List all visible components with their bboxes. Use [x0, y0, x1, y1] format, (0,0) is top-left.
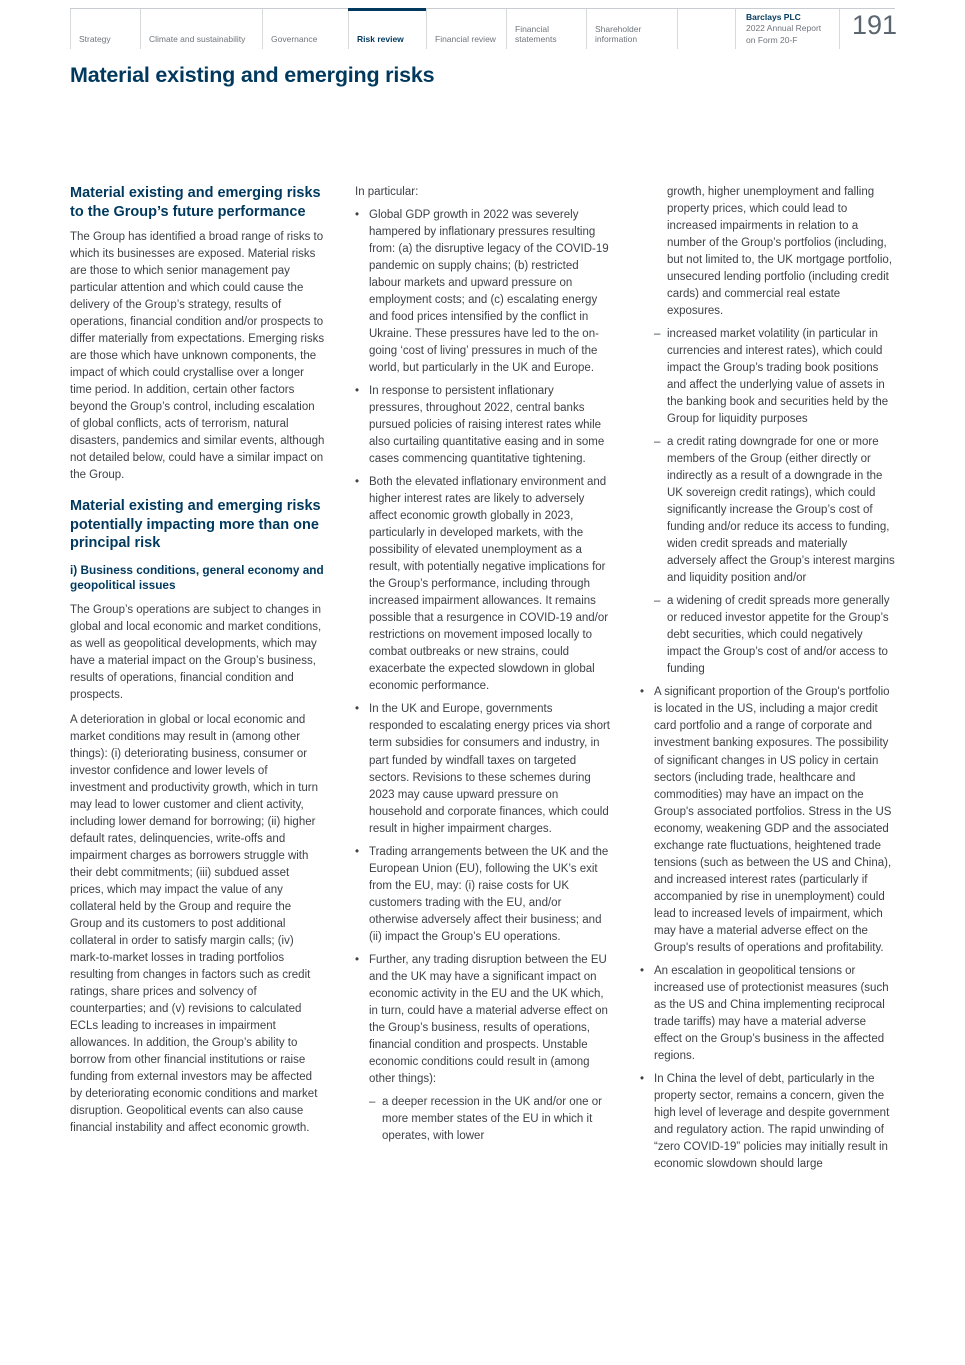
report-title-line2: on Form 20-F [746, 34, 798, 45]
list-item-text: In response to persistent inflationary pressures, throughout 2022, central banks pursued policies of raising interest rates while also curtailing quantitative easing and in some cases commencing quantitative tightening. [369, 385, 605, 466]
bullet-item [355, 701, 610, 837]
bullet-marker: • [640, 686, 645, 699]
nav-tab-label: Financial statements [515, 23, 557, 44]
bullet-marker: • [640, 1072, 645, 1085]
bullet-marker: • [355, 209, 360, 222]
dash-marker: – [654, 328, 661, 341]
nav-right-group [735, 9, 898, 49]
bullet-item [640, 1071, 895, 1173]
bullet-marker: • [640, 964, 645, 977]
dash-item [640, 326, 895, 428]
nav-tab-label: Strategy [79, 33, 111, 44]
nav-tab-risk-review[interactable] [348, 9, 426, 49]
paragraph: The Group has identified a broad range of risks to which its businesses are exposed. Material risks are those to which senior management pay particular attention and which could cause the delivery of the Group’s strategy, results of operations, financial condition and/or prospects to differ materially from expectations. Emerging risks are those which have unknown components, the impact of which could crystallise over a longer time period. In addition, certain other factors beyond the Group’s control, including escalation of global conflicts, acts of terrorism, natural disasters, pandemics and similar events, although not detailed below, could have a similar impact on the Group. [70, 231, 325, 482]
dash-marker: – [654, 436, 661, 449]
nav-tab-shareholder-information[interactable] [586, 9, 678, 49]
paragraph: In particular: [355, 186, 419, 198]
top-nav-tabs [70, 9, 678, 49]
bullet-marker: • [355, 385, 360, 398]
nav-tab-label: Climate and sustainability [149, 33, 246, 44]
bullet-item [355, 474, 610, 695]
report-title-line1: 2022 Annual Report [746, 23, 822, 34]
list-item-text: Further, any trading disruption between the EU and the UK may have a significant impact on economic activity in the EU and the UK which, in turn, could have a material adverse effect on the Group’s business, results of operations, financial condition and prospects. Unstable economic conditions could result in (among other things): [369, 953, 608, 1085]
dash-item [640, 434, 895, 587]
bullet-marker: • [355, 476, 360, 489]
nav-tab-financial-statements[interactable] [506, 9, 586, 49]
bullet-item [355, 383, 610, 468]
bullet-item [355, 207, 610, 377]
bullet-marker: • [355, 703, 360, 716]
nav-tab-label: Shareholder information [595, 23, 642, 44]
column-2 [355, 184, 610, 1173]
bullet-item [640, 963, 895, 1065]
paragraph: A deterioration in global or local economic and market conditions may result in (among other things): (i) deteriorating business, consumer or investor confidence and lower levels of investment and productivity growth, which in turn may lead to lower customer and client activity, including lower demand for borrowing; (ii) higher default rates, delinquencies, write-offs and impairment charges as borrowers struggle with their debt commitments; (iii) subdued asset prices, which may impact the value of any collateral held by the Group and require the Group and its customers to post additional collateral in order to satisfy margin calls; (iv) mark-to-market losses in trading portfolios resulting from changes in factors such as credit ratings, share prices and solvency of counterparties; and (v) revisions to calculated ECLs leading to increases in impairment allowances. In addition, the Group’s ability to borrow from other financial institutions or raise funding from external investors may be affected by deteriorating economic conditions and market disruption. Geopolitical events can also cause financial instability and affect economic growth. [70, 713, 319, 1135]
brand-name: Barclays PLC [746, 12, 801, 22]
nav-tab-label: Risk review [357, 33, 404, 44]
nav-tab-strategy[interactable] [70, 9, 140, 49]
bullet-item [640, 684, 895, 956]
bullet-item [355, 844, 610, 946]
dash-item [355, 1094, 610, 1145]
section-heading: Material existing and emerging risks potentially impacting more than one principal risk [70, 498, 321, 552]
list-item-text: An escalation in geopolitical tensions or increased use of protectionist measures (such as the US and China implementing reciprocal trade tariffs) may have a material adverse effect on the Group’s business in the affected regions. [654, 964, 889, 1062]
brand-block [735, 9, 839, 49]
list-item-text: In China the level of debt, particularly in the property sector, remains a concern, given the high level of leverage and despite government and regulatory action. The rapid unwinding of “zero COVID-19” policies may initially result in economic slowdown should large [654, 1072, 890, 1170]
continued-paragraph: growth, higher unemployment and falling property prices, which could lead to increased impairments in relation to a number of the Group’s portfolios (including, but not limited to, the UK mortgage portfolio, unsecured lending portfolio (including credit cards) and commercial real estate exposures. [667, 186, 893, 318]
column-3 [640, 184, 895, 1173]
section-heading: Material existing and emerging risks to the Group’s future performance [70, 185, 321, 220]
dash-item [640, 593, 895, 678]
list-item-text: In the UK and Europe, governments responded to escalating energy prices via short term subsidies for consumers and industry, in part funded by windfall taxes on targeted sectors. Revisions to these schemes during 2023 may cause upward pressure on household and corporate finances, which could result in higher impairment charges. [369, 703, 611, 835]
list-item-text: Trading arrangements between the UK and the European Union (EU), following the UK’s exit from the EU, may: (i) raise costs for UK customers trading with the EU, and/or otherwise adversely affect their business; and (ii) impact the Group’s EU operations. [369, 845, 609, 943]
list-item-text: a deeper recession in the UK and/or one or more member states of the EU in which it operates, with lower [382, 1095, 602, 1142]
bullet-item [355, 952, 610, 1088]
page-number: 191 [852, 10, 898, 40]
nav-tab-financial-review[interactable] [426, 9, 506, 49]
list-item-text: Both the elevated inflationary environment and higher interest rates are likely to adversely affect economic growth globally in 2023, particularly in developed markets, with the possibility of elevated unemployment as a result, with potentially negative implications for the Group’s performance, including through increased impairment allowances. It remains possible that a resurgence in COVID-19 and/or restrictions on movement imposed locally to combat outbreaks or new strains, could exacerbate the expected slowdown in global economic performance. [369, 476, 609, 693]
list-item-text: increased market volatility (in particular in currencies and interest rates), which could impact the Group’s trading book positions and affect the underlying value of assets in the banking book and securities held by the Group for liquidity purposes [667, 328, 889, 426]
column-1 [70, 184, 325, 1173]
content-columns [70, 184, 895, 1173]
nav-tab-governance[interactable] [262, 9, 348, 49]
dash-marker: – [654, 595, 661, 608]
sub-heading: i) Business conditions, general economy and geopolitical issues [70, 562, 324, 593]
top-nav [70, 8, 898, 49]
nav-tab-label: Financial review [435, 33, 496, 44]
page-title: Material existing and emerging risks [70, 63, 435, 87]
dash-marker: – [369, 1095, 376, 1108]
nav-tab-climate-and-sustainability[interactable] [140, 9, 262, 49]
bullet-marker: • [355, 953, 360, 966]
paragraph: The Group’s operations are subject to changes in global and local economic and market conditions, as well as geopolitical developments, which may have a material impact on the Group’s business, results of operations, financial condition and prospects. [70, 603, 322, 701]
pagenum-block [839, 9, 898, 49]
list-item-text: a widening of credit spreads more generally or reduced investor appetite for the Group’s debt securities, which could negatively impact the Group’s cost of and/or access to funding [667, 595, 890, 676]
nav-tab-label: Governance [271, 33, 318, 44]
bullet-marker: • [355, 845, 360, 858]
list-item-text: Global GDP growth in 2022 was severely hampered by inflationary pressures resulting from: (a) the disruptive legacy of the COVID-19 pandemic on supply chains; (b) restricted labour markets and upward pressure on employment costs; and (c) escalating energy and food prices intensified by the conflict in Ukraine. These pressures have led to the on-going ‘cost of living’ pressures in much of the world, but particularly in the UK and Europe. [369, 209, 609, 375]
list-item-text: a credit rating downgrade for one or more members of the Group (either directly or indirectly as a result of a downgrade in the UK sovereign credit ratings), which could significantly increase the Group’s cost of funding and/or reduce its access to funding, widen credit spreads and materially adversely affect the Group’s interest margins and liquidity position and/or [667, 436, 895, 585]
list-item-text: A significant proportion of the Group's portfolio is located in the US, including a major credit card portfolio and a range of corporate and investment banking exposures. The possibility of significant changes in US policy in certain sectors (including trade, healthcare and commodities) may have an impact on the Group's associated portfolios. Stress in the US economy, weakening GDP and the associated exchange rate fluctuations, heightened trade tensions (such as between the US and China), and increased interest rates (particularly if accompanied by rise in unemployment) could lead to increased levels of impairment, which may have a material adverse effect on the Group's results of operations and profitability. [654, 686, 892, 954]
